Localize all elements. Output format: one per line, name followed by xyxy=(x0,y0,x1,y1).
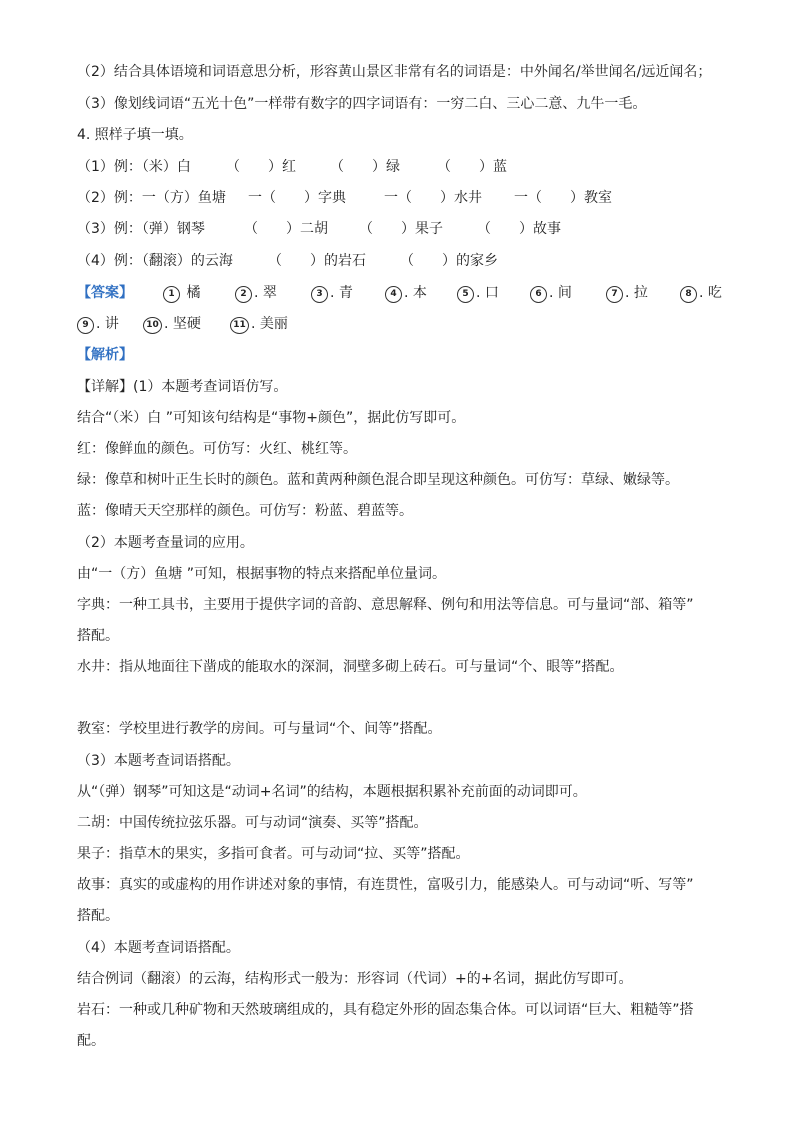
question-blank: （ ）绿 xyxy=(330,159,400,175)
question-example: （2）例：一（方）鱼塘 xyxy=(77,190,226,206)
question-blank: （ ）红 xyxy=(226,159,296,175)
answer-item: 10 . 坚硬 xyxy=(143,314,201,334)
analysis-line: 水井：指从地面往下凿成的能取水的深洞，洞壁多砌上砖石。可与量词“个、眼等”搭配。 xyxy=(77,659,624,675)
answer-item: 3 . 青 xyxy=(311,283,353,303)
answer-item: 6 . 间 xyxy=(530,283,572,303)
analysis-line: 教室：学校里进行教学的房间。可与量词“个、间等”搭配。 xyxy=(77,721,442,737)
analysis-line: 【详解】(1）本题考查词语仿写。 xyxy=(77,379,288,395)
answer-label: 【答案】 xyxy=(77,285,133,301)
answer-item: 8 . 吃 xyxy=(680,283,722,303)
question-blank: （ ）蓝 xyxy=(437,159,507,175)
question-blank: （ ）的家乡 xyxy=(400,253,498,269)
question-example: （3）例：（弹）钢琴 xyxy=(77,221,205,237)
question-blank: （ ）的岩石 xyxy=(268,253,366,269)
analysis-line: 绿：像草和树叶正生长时的颜色。蓝和黄两种颜色混合即呈现这种颜色。可仿写：草绿、嫩绿等。 xyxy=(77,472,679,488)
question-blank: 一（ ）字典 xyxy=(248,190,346,206)
analysis-label: 【解析】 xyxy=(77,347,133,363)
answer-row-1 xyxy=(77,283,737,303)
answer-item: 7 . 拉 xyxy=(606,283,648,303)
answer-item: 2 . 翠 xyxy=(235,283,277,303)
answer-item: 5 . 口 xyxy=(457,283,499,303)
analysis-line: 故事：真实的或虚构的用作讲述对象的事情，有连贯性，富吸引力，能感染人。可与动词“听、写等” xyxy=(77,877,694,893)
analysis-line: 由“一（方）鱼塘 ”可知，根据事物的特点来搭配单位量词。 xyxy=(77,566,446,582)
analysis-line: 结合“（米）白 ”可知该句结构是“事物+颜色”，据此仿写即可。 xyxy=(77,410,466,426)
analysis-line: 搭配。 xyxy=(77,628,119,644)
answer-row-2 xyxy=(77,314,737,334)
question-blank: （ ）故事 xyxy=(477,221,561,237)
question-blank: （ ）二胡 xyxy=(244,221,328,237)
analysis-line: 字典：一种工具书，主要用于提供字词的音韵、意思解释、例句和用法等信息。可与量词“部、箱等” xyxy=(77,597,694,613)
question-example: （1）例：（米）白 xyxy=(77,159,191,175)
analysis-line: 果子：指草木的果实，多指可食者。可与动词“拉、买等”搭配。 xyxy=(77,846,470,862)
question-title: 4. 照样子填一填。 xyxy=(77,127,193,143)
intro-paragraph-3: （3）像划线词语“五光十色”一样带有数字的四字词语有：一穷二白、三心二意、九牛一毛。 xyxy=(77,96,647,112)
analysis-line: 从“（弹）钢琴”可知这是“动词+名词”的结构，本题根据积累补充前面的动词即可。 xyxy=(77,784,587,800)
analysis-line: 岩石：一种或几种矿物和天然玻璃组成的，具有稳定外形的固态集合体。可以词语“巨大、粗糙等”搭 xyxy=(77,1002,694,1018)
intro-paragraph-2: （2）结合具体语境和词语意思分析，形容黄山景区非常有名的词语是：中外闻名/举世闻名/远近闻名； xyxy=(77,64,712,80)
analysis-line: 二胡：中国传统拉弦乐器。可与动词“演奏、买等”搭配。 xyxy=(77,815,428,831)
answer-item: 9 . 讲 xyxy=(77,314,119,334)
analysis-line: （4）本题考查词语搭配。 xyxy=(77,940,240,956)
question-blank: （ ）果子 xyxy=(359,221,443,237)
answer-item: 1 橘 xyxy=(163,283,200,303)
analysis-line: 配。 xyxy=(77,1033,105,1049)
question-blank: 一（ ）水井 xyxy=(384,190,482,206)
analysis-line: 蓝：像晴天天空那样的颜色。可仿写：粉蓝、碧蓝等。 xyxy=(77,503,413,519)
analysis-line: 搭配。 xyxy=(77,908,119,924)
answer-item: 11 . 美丽 xyxy=(230,314,288,334)
analysis-line: （3）本题考查词语搭配。 xyxy=(77,753,240,769)
question-blank: 一（ ）教室 xyxy=(514,190,612,206)
answer-item: 4 . 本 xyxy=(385,283,427,303)
analysis-line: （2）本题考查量词的应用。 xyxy=(77,535,254,551)
analysis-line: 红：像鲜血的颜色。可仿写：火红、桃红等。 xyxy=(77,441,357,457)
analysis-line: 结合例词（翻滚）的云海，结构形式一般为：形容词（代词）+的+名词，据此仿写即可。 xyxy=(77,971,633,987)
question-example: （4）例：（翻滚）的云海 xyxy=(77,253,233,269)
